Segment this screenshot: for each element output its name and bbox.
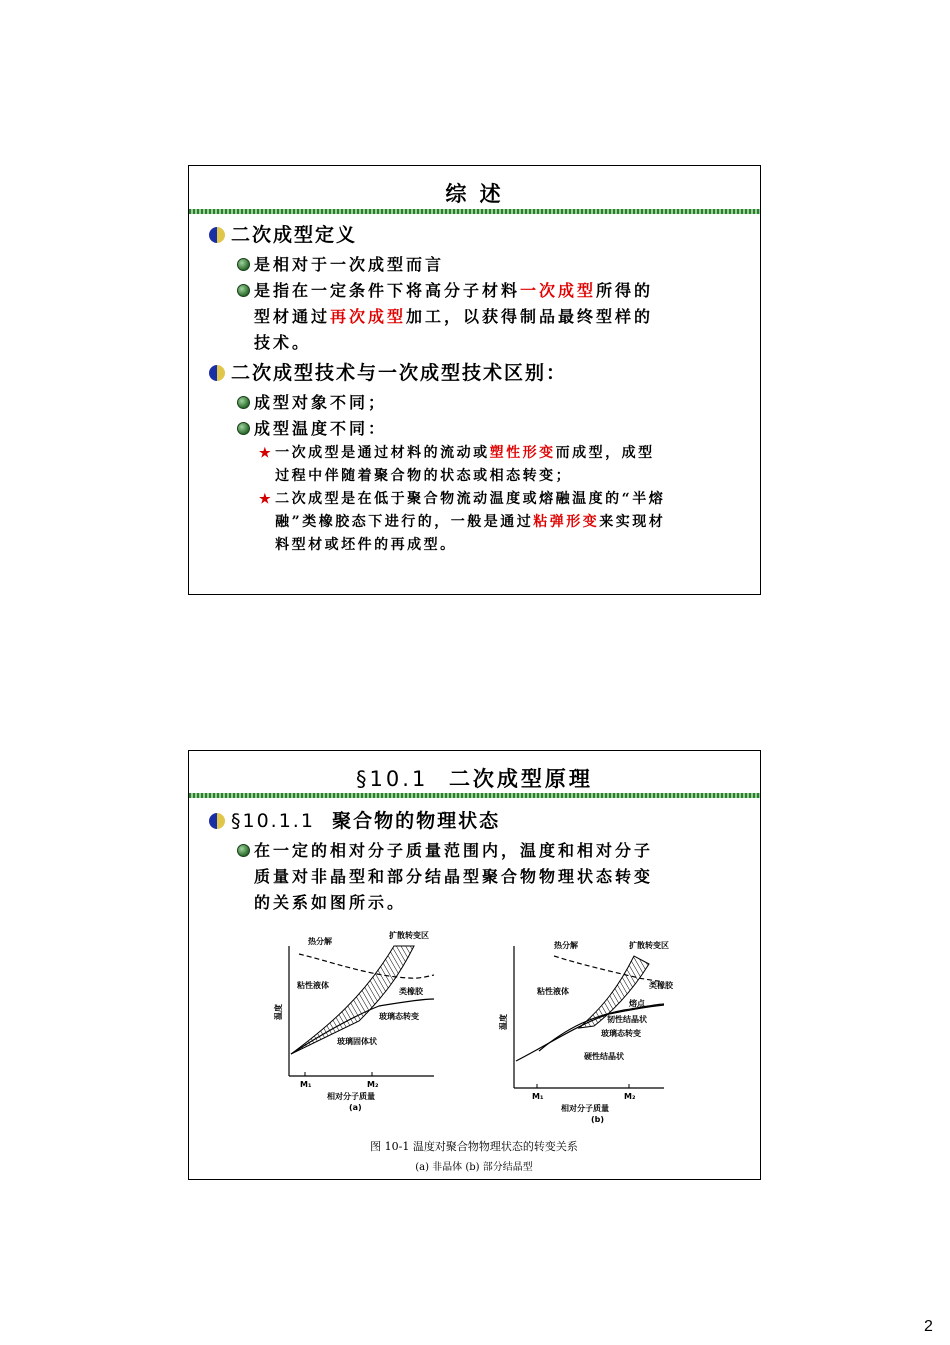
slide-title bbox=[189, 763, 760, 793]
item-text: 一次成型是通过材料的流动或塑性形变而成型，成型 过程中伴随着聚合物的状态或相态转变； bbox=[275, 445, 655, 484]
green-ball-bullet-icon bbox=[237, 396, 250, 409]
tick-m1: M₁ bbox=[300, 1080, 312, 1089]
slide-principle bbox=[188, 750, 761, 1180]
round-bullet-icon bbox=[209, 813, 225, 829]
green-ball-bullet-icon bbox=[237, 284, 250, 297]
label-glass-transition: 玻璃态转变 bbox=[601, 1029, 641, 1038]
label-diffusion: 扩散转变区 bbox=[389, 931, 429, 940]
section-title: 二次成型原理 bbox=[448, 766, 593, 791]
label-diffusion: 扩散转变区 bbox=[629, 941, 669, 950]
phase-diagram-figure bbox=[209, 926, 739, 1176]
y-axis-label: 温度 bbox=[499, 1014, 508, 1030]
x-axis-label: 相对分子质量 bbox=[561, 1104, 609, 1113]
x-axis-label: 相对分子质量 bbox=[327, 1092, 375, 1101]
bullet-heading bbox=[209, 222, 738, 248]
round-bullet-icon bbox=[209, 365, 225, 381]
tick-m2: M₂ bbox=[624, 1092, 636, 1101]
label-hard-crystalline: 硬性结晶状 bbox=[584, 1052, 624, 1061]
slide-title: 综 述 bbox=[445, 181, 504, 206]
subfigure-label: (b) bbox=[591, 1115, 605, 1124]
tick-m2: M₂ bbox=[367, 1080, 379, 1089]
bullet-item bbox=[237, 390, 738, 416]
page-number: 2 bbox=[924, 1318, 933, 1335]
figure-caption: 图 10-1 温度对聚合物物理状态的转变关系 bbox=[370, 1140, 578, 1153]
label-viscous: 粘性液体 bbox=[297, 981, 329, 990]
star-icon: ★ bbox=[259, 492, 274, 507]
slide-overview bbox=[188, 165, 761, 595]
slide-content bbox=[209, 222, 738, 557]
section-number: §10.1 bbox=[356, 767, 429, 791]
bullet-heading bbox=[209, 360, 738, 386]
tick-m1: M₁ bbox=[532, 1092, 544, 1101]
heading-text: §10.1.1 聚合物的物理状态 bbox=[231, 810, 501, 832]
item-text: 成型温度不同： bbox=[254, 419, 388, 438]
title-divider bbox=[189, 793, 760, 798]
label-rubber: 类橡胶 bbox=[649, 981, 673, 990]
heading-text: 二次成型技术与一次成型技术区别： bbox=[231, 362, 568, 384]
star-icon: ★ bbox=[259, 446, 274, 461]
item-text: 是相对于一次成型而言 bbox=[254, 255, 445, 274]
y-axis-label: 温度 bbox=[274, 1004, 283, 1020]
bullet-item bbox=[237, 838, 738, 916]
green-ball-bullet-icon bbox=[237, 844, 250, 857]
round-bullet-icon bbox=[209, 227, 225, 243]
bullet-item bbox=[237, 252, 738, 278]
bullet-heading bbox=[209, 808, 738, 834]
figure-subcaption: (a) 非晶体 (b) 部分结晶型 bbox=[415, 1162, 533, 1173]
item-text: 是指在一定条件下将高分子材料一次成型所得的 型材通过再次成型加工，以获得制品最终型样的 技术。 bbox=[254, 281, 654, 352]
label-decomposition: 热分解 bbox=[554, 941, 578, 950]
green-ball-bullet-icon bbox=[237, 258, 250, 271]
diagram-a bbox=[273, 930, 434, 1112]
label-melting-point: 熔点 bbox=[629, 999, 645, 1008]
green-ball-bullet-icon bbox=[237, 422, 250, 435]
label-decomposition: 热分解 bbox=[308, 937, 332, 946]
title-divider bbox=[189, 209, 760, 214]
bullet-item bbox=[237, 416, 738, 442]
label-rubber: 类橡胶 bbox=[399, 987, 423, 996]
diagram-b bbox=[498, 940, 674, 1124]
subfigure-label: (a) bbox=[349, 1103, 362, 1112]
label-glassy: 玻璃固体状 bbox=[337, 1037, 377, 1046]
star-item bbox=[259, 488, 738, 557]
bullet-item bbox=[237, 278, 738, 356]
heading-text: 二次成型定义 bbox=[231, 224, 358, 246]
label-glass-transition: 玻璃态转变 bbox=[379, 1012, 419, 1021]
label-tough-crystalline: 韧性结晶状 bbox=[607, 1015, 647, 1024]
label-viscous: 粘性液体 bbox=[537, 987, 569, 996]
slide-content bbox=[209, 808, 738, 916]
star-item bbox=[259, 442, 738, 488]
item-text: 在一定的相对分子质量范围内，温度和相对分子 质量对非晶型和部分结晶型聚合物物理状态转变 的关系如图所示。 bbox=[254, 841, 654, 912]
item-text: 二次成型是在低于聚合物流动温度或熔融温度的“半熔 融”类橡胶态下进行的，一般是通过粘弹形变来实现材 料型材或坯件的再成型。 bbox=[275, 491, 666, 553]
item-text: 成型对象不同； bbox=[254, 393, 388, 412]
